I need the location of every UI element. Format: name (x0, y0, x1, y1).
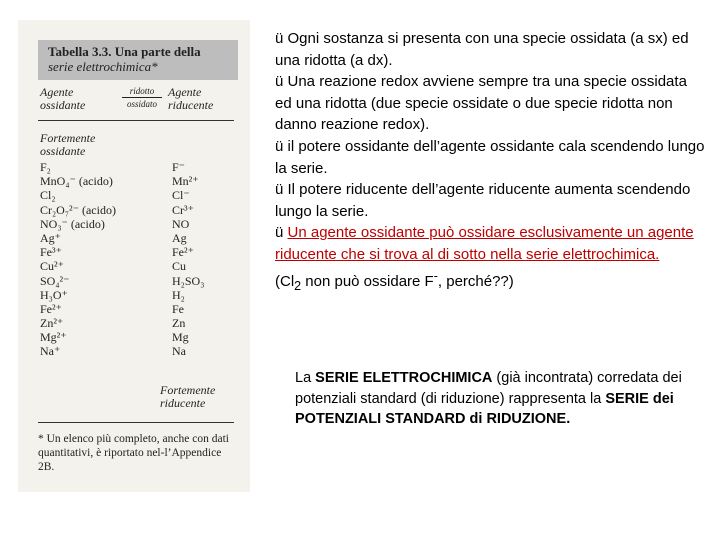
divider (38, 422, 234, 423)
table-subtitle: serie elettrochimica* (48, 59, 158, 74)
question-sup: - (433, 268, 438, 283)
strong-bottom-1: Fortemente (160, 383, 216, 397)
oxidant: Mg²⁺ (40, 330, 67, 345)
note-text: (già incontrata) corredata dei potenziali standard (di riduzione) rappresenta la (295, 370, 682, 407)
oxidant: MnO₄⁻ (acido) (40, 174, 113, 189)
table-row (40, 316, 230, 330)
textbook-table-scan (18, 20, 250, 492)
strong-reductant-label (160, 384, 215, 410)
arrow-top-label: ridotto (129, 86, 155, 96)
table-row (40, 259, 230, 273)
question-sub: 2 (294, 278, 302, 293)
table-row (40, 217, 230, 231)
header-right (168, 86, 213, 112)
oxidant: F₂ (40, 160, 51, 174)
header-right-2: riducente (168, 98, 214, 112)
table-row (40, 231, 230, 245)
reductant: NO (172, 216, 190, 231)
double-arrow-icon (122, 97, 162, 98)
strong-bottom-2: riducente (160, 396, 206, 410)
oxidant: NO₃⁻ (acido) (40, 216, 105, 231)
header-left (40, 86, 85, 112)
bullet-text (275, 28, 705, 297)
table-row (40, 174, 230, 188)
bullet-5 (275, 222, 705, 265)
question-part: non può ossidare F (301, 272, 434, 290)
bullet-1: ü Ogni sostanza si presenta con una specie ossidata (a sx) ed una ridotta (a dx). (275, 30, 689, 69)
summary-note (295, 368, 685, 430)
divider (38, 120, 234, 121)
table-footnote: * Un elenco più completo, anche con dati quantitativi, è riportato nel-l’Appendice 2B. (38, 433, 229, 473)
oxidant: Na⁺ (40, 344, 61, 359)
reductant: Na (172, 344, 186, 359)
oxidant: Fe³⁺ (40, 245, 62, 260)
reductant: Cl⁻ (172, 188, 190, 203)
table-row (40, 330, 230, 344)
bullet-2: ü Una reazione redox avviene sempre tra una specie ossidata ed una ridotta (due specie ossidate o due specie ridotta non danno reazione redox). (275, 73, 687, 134)
oxidant: Cr₂O₇²⁻ (acido) (40, 202, 116, 217)
oxidant: Cu²⁺ (40, 259, 64, 274)
table-row (40, 188, 230, 202)
reductant: Cr³⁺ (172, 202, 194, 217)
header-left-1: Agente (40, 85, 74, 99)
table-row (40, 203, 230, 217)
table-row (40, 245, 230, 259)
oxidant: Zn²⁺ (40, 316, 64, 331)
highlighted-rule: Un agente ossidante può ossidare esclusivamente un agente riducente che si trova al di sotto nella serie elettrochimica. (275, 224, 694, 263)
check-icon: ü (275, 224, 288, 242)
question (275, 266, 705, 298)
reductant: H₂SO₃ (172, 273, 205, 288)
table-rows (40, 160, 230, 359)
strong-top-1: Fortemente (40, 131, 96, 145)
note-text: La (295, 370, 316, 386)
oxidant: SO₄²⁻ (40, 273, 70, 288)
oxidant: Ag⁺ (40, 230, 61, 245)
oxidant: Cl₂ (40, 188, 56, 203)
table-row (40, 160, 230, 174)
reductant: Ag (172, 230, 187, 245)
question-part: , perché??) (437, 272, 514, 290)
oxidant: Fe²⁺ (40, 301, 62, 316)
question-part: (Cl (275, 272, 295, 290)
note-bold: SERIE ELETTROCHIMICA (315, 370, 493, 386)
oxidant: H₃O⁺ (40, 287, 68, 302)
bullet-3: ü il potere ossidante dell’agente ossidante cala scendendo lungo la serie. (275, 137, 705, 177)
reductant: Fe (172, 301, 184, 316)
table-row (40, 274, 230, 288)
table-number: Tabella 3.3. (48, 44, 112, 59)
bullet-4: ü Il potere riducente dell’agente riducente aumenta scendendo lungo la serie. (275, 181, 691, 220)
reductant: H₂ (172, 287, 185, 302)
table-title-text: Una parte della (114, 44, 201, 59)
strong-top-2: ossidante (40, 144, 86, 158)
table-title (38, 40, 238, 80)
table-row (40, 302, 230, 316)
reductant: Mn²⁺ (172, 174, 199, 189)
reductant: Cu (172, 259, 187, 274)
arrow-bottom-label: ossidato (126, 99, 157, 109)
header-right-1: Agente (168, 85, 202, 99)
table-row (40, 344, 230, 358)
reductant: Fe²⁺ (172, 245, 194, 260)
reductant: F⁻ (172, 160, 186, 174)
strong-oxidant-label (40, 132, 95, 158)
table-row (40, 288, 230, 302)
reductant: Zn (172, 316, 186, 331)
note-bold: SERIE dei POTENZIALI STANDARD di RIDUZIONE. (295, 390, 674, 427)
header-arrow (122, 86, 162, 109)
header-left-2: ossidante (40, 98, 86, 112)
reductant: Mg (172, 330, 189, 345)
